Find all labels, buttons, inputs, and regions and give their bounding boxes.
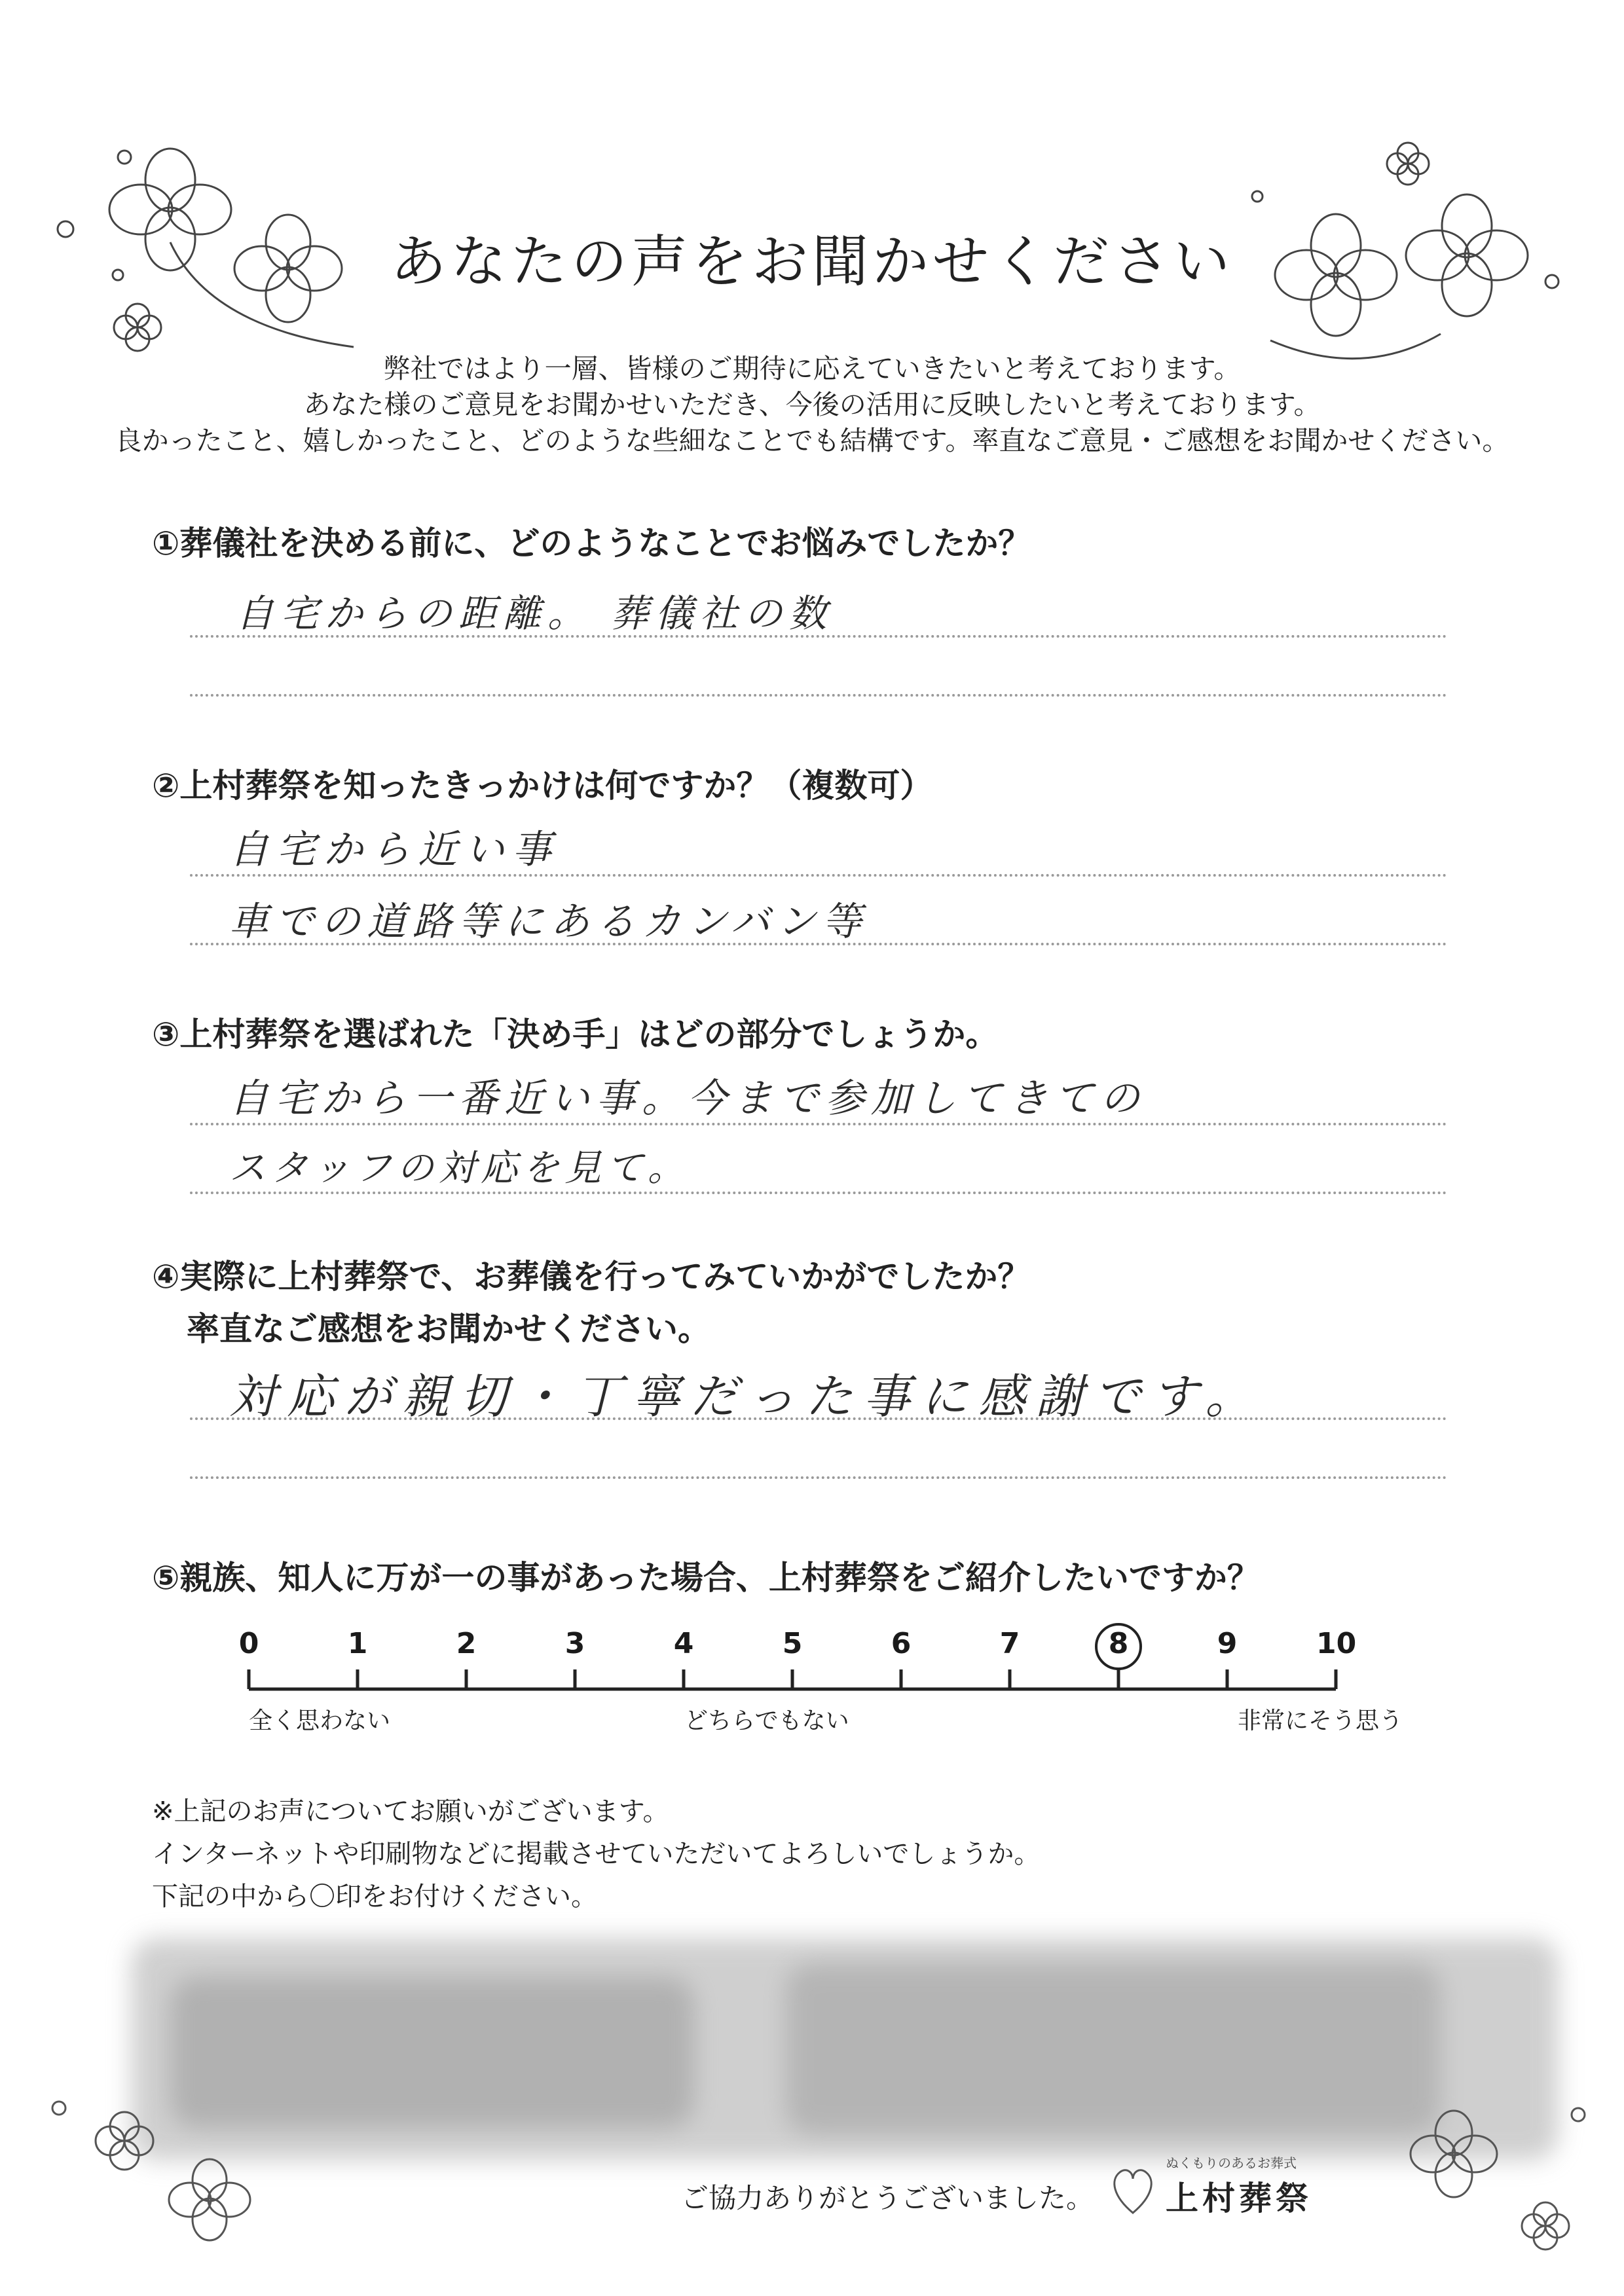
page-title: あなたの声をお聞かせください xyxy=(390,229,1234,295)
question-4-answer-1: 対応が親切・丁寧だった事に感謝です。 xyxy=(229,1369,1263,1424)
scale-caption-left: 全く思わない xyxy=(249,1707,391,1734)
question-2-answer-2: 車での道路等にあるカンバン等 xyxy=(229,899,868,945)
scale-number-5: 5 xyxy=(782,1627,803,1660)
scale-number-10: 10 xyxy=(1316,1627,1357,1660)
brand-heart-icon xyxy=(1107,2160,1159,2219)
intro-line-1: 弊社ではより一層、皆様のご期待に応えていきたいと考えております。 xyxy=(383,353,1241,384)
footer-thanks: ご協力ありがとうございました。 xyxy=(681,2182,1094,2214)
answer-line xyxy=(190,1417,1447,1420)
scale-number-4: 4 xyxy=(673,1627,694,1660)
scale-caption-right: 非常にそう思う xyxy=(1238,1707,1403,1734)
redacted-area-shade xyxy=(786,1964,1441,2134)
scale-number-2: 2 xyxy=(456,1627,477,1660)
question-5-label: ⑤親族、知人に万が一の事があった場合、上村葬祭をご紹介したいですか？ xyxy=(152,1559,1260,1597)
clover-decoration-bottom-left xyxy=(46,2082,321,2278)
answer-line xyxy=(190,1476,1447,1479)
question-3-answer-2: スタッフの対応を見て。 xyxy=(229,1147,690,1190)
intro-line-2: あなた様のご意見をお聞かせいただき、今後の活用に反映したいと考えております。 xyxy=(303,389,1321,420)
scale-number-9: 9 xyxy=(1217,1627,1238,1660)
selected-rating-circle xyxy=(1089,1617,1148,1676)
scale-caption-center: どちらでもない xyxy=(684,1707,849,1734)
scale-number-7: 7 xyxy=(999,1627,1020,1660)
question-2-answer-1: 自宅から近い事 xyxy=(229,827,559,873)
scale-number-1: 1 xyxy=(347,1627,368,1660)
answer-line xyxy=(190,874,1447,877)
answer-line xyxy=(190,635,1447,638)
scale-number-6: 6 xyxy=(891,1627,912,1660)
brand-tagline: ぬくもりのあるお葬式 xyxy=(1166,2155,1297,2171)
scale-number-3: 3 xyxy=(564,1627,585,1660)
brand-logo-text: 上村葬祭 xyxy=(1166,2179,1312,2217)
question-4-label: ④実際に上村葬祭で、お葬儀を行ってみていかがでしたか？ xyxy=(152,1258,1031,1296)
intro-line-3: 良かったこと、嬉しかったこと、どのような些細なことでも結構です。率直なご意見・ご感想をお聞かせください。 xyxy=(115,425,1509,456)
scale-number-0: 0 xyxy=(238,1627,259,1660)
answer-line xyxy=(190,1123,1447,1125)
question-2-label: ②上村葬祭を知ったきっかけは何ですか？（複数可） xyxy=(152,767,933,805)
answer-line xyxy=(190,943,1447,945)
note-line-3: 下記の中から〇印をお付けください。 xyxy=(152,1882,597,1912)
rating-scale xyxy=(229,1663,1362,1702)
question-1-answer-1: 自宅からの距離。 葬儀社の数 xyxy=(236,591,834,636)
note-line-1: ※上記のお声についてお願いがございます。 xyxy=(152,1796,669,1827)
question-4-label-2: 率直なご感想をお聞かせください。 xyxy=(187,1310,710,1348)
note-line-2: インターネットや印刷物などに掲載させていただいてよろしいでしょうか。 xyxy=(152,1839,1041,1869)
answer-line xyxy=(190,694,1447,697)
clover-decoration-bottom-right xyxy=(1356,2075,1604,2278)
answer-line xyxy=(190,1192,1447,1194)
question-1-label: ①葬儀社を決める前に、どのようなことでお悩みでしたか？ xyxy=(152,524,1031,562)
question-3-answer-1: 自宅から一番近い事。今まで参加してきての xyxy=(229,1076,1146,1121)
scale-number-8: 8 xyxy=(1108,1627,1129,1660)
question-3-label: ③上村葬祭を選ばれた「決め手」はどの部分でしょうか。 xyxy=(152,1015,999,1053)
